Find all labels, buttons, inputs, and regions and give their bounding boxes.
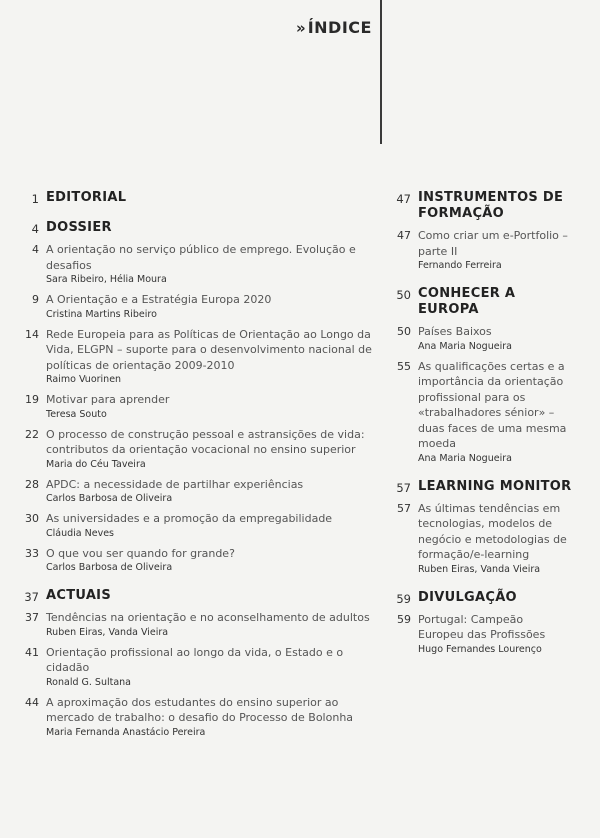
article-author: Carlos Barbosa de Oliveira: [46, 493, 173, 504]
entry-body: [46, 477, 303, 506]
toc-section-dossier[interactable]: [22, 220, 382, 236]
page-number: 59: [396, 591, 411, 606]
page-number: 9: [32, 293, 39, 306]
article-author: Ruben Eiras, Vanda Vieira: [418, 563, 541, 575]
article-title: As qualificações certas e a importância da orientação profissional para os «trabalhadores sénior» – duas faces de uma mesma moeda: [418, 359, 567, 450]
toc-entry[interactable]: [22, 242, 382, 286]
toc-section-learning-monitor[interactable]: [394, 479, 572, 495]
toc-entry[interactable]: [22, 327, 382, 387]
article-author: Maria Fernanda Anastácio Pereira: [46, 726, 206, 738]
article-title: Motivar para aprender: [46, 393, 170, 406]
article-author: Teresa Souto: [46, 408, 107, 420]
page-number: 37: [25, 611, 39, 624]
page-number: 14: [25, 327, 39, 341]
article-author: Cristina Martins Ribeiro: [46, 308, 157, 320]
toc-left-column: [22, 182, 382, 739]
section-title: DIVULGAÇÃO: [418, 589, 517, 605]
toc-entry[interactable]: [394, 612, 572, 656]
article-title: Países Baixos: [418, 325, 492, 338]
page-number: 44: [25, 695, 39, 709]
article-title: As últimas tendências em tecnologias, modelos de negócio e metodologias de formação/e-learning: [418, 501, 567, 561]
article-title: O processo de construção pessoal e astransições de vida: contributos da orientação vocacional no ensino superior: [46, 427, 365, 456]
article-title: As universidades e a promoção da empregabilidade: [46, 512, 333, 525]
toc-entry[interactable]: [22, 292, 382, 321]
toc-entry[interactable]: [394, 359, 572, 465]
article-author: Sara Ribeiro, Hélia Moura: [46, 274, 167, 285]
article-author: Maria do Céu Taveira: [46, 458, 146, 470]
index-header: [296, 18, 372, 37]
column-divider: [380, 0, 382, 144]
page-number: 33: [25, 546, 39, 560]
entry-body: [46, 546, 235, 575]
page-number: 47: [396, 192, 411, 206]
page-number: 30: [25, 512, 39, 525]
article-author: Fernando Ferreira: [418, 260, 502, 271]
entry-body: [46, 242, 382, 286]
article-author: Ruben Eiras, Vanda Vieira: [46, 626, 169, 638]
page-number: 19: [25, 393, 39, 406]
article-title: A Orientação e a Estratégia Europa 2020: [46, 293, 272, 306]
entry-body: [46, 392, 169, 421]
toc-entry[interactable]: [22, 546, 382, 575]
section-title: LEARNING MONITOR: [418, 478, 572, 494]
page-number: 50: [397, 325, 411, 338]
article-title: Portugal: Campeão Europeu das Profissões: [418, 612, 546, 641]
article-title: Tendências na orientação e no aconselhamento de adultos: [46, 611, 370, 624]
toc-section-divulgacao[interactable]: [394, 590, 572, 606]
page-number: 37: [24, 590, 39, 604]
toc-right-column: [394, 182, 572, 656]
toc-entry[interactable]: [394, 228, 572, 272]
article-author: Carlos Barbosa de Oliveira: [46, 562, 173, 573]
entry-body: [46, 645, 382, 689]
toc-section-editorial[interactable]: [22, 190, 382, 206]
page-title: ÍNDICE: [307, 18, 372, 37]
article-author: Cláudia Neves: [46, 527, 114, 539]
section-title: CONHECER A EUROPA: [418, 286, 516, 317]
section-title: DOSSIER: [46, 220, 112, 235]
toc-entry[interactable]: [22, 392, 382, 421]
toc-entry[interactable]: [22, 645, 382, 689]
toc-entry[interactable]: [394, 501, 572, 576]
entry-body: [46, 427, 382, 471]
entry-body: [418, 612, 572, 656]
entry-body: [46, 327, 382, 387]
page-number: 4: [32, 243, 39, 256]
article-author: Raimo Vuorinen: [46, 374, 122, 385]
section-title: INSTRUMENTOS DE FORMAÇÃO: [418, 190, 564, 221]
page-number: 47: [397, 229, 411, 242]
toc-section-actuais[interactable]: [22, 588, 382, 604]
section-title: ACTUAIS: [46, 588, 111, 603]
page-number: 59: [397, 612, 411, 626]
entry-body: [418, 228, 572, 272]
toc-entry[interactable]: [22, 695, 382, 739]
page-number: 1: [31, 192, 39, 206]
article-title: A aproximação dos estudantes do ensino superior ao mercado de trabalho: o desafio do Processo de Bolonha: [46, 695, 354, 724]
toc-entry[interactable]: [394, 324, 572, 353]
page-number: 50: [396, 288, 411, 302]
page-number: 28: [25, 477, 39, 491]
page-number: 4: [31, 222, 39, 236]
article-title: Orientação profissional ao longo da vida, o Estado e o cidadão: [46, 645, 344, 674]
article-title: A orientação no serviço público de emprego. Evolução e desafios: [46, 243, 356, 272]
entry-body: [46, 610, 370, 639]
page-number: 22: [25, 427, 39, 441]
article-author: Ana Maria Nogueira: [418, 452, 512, 464]
article-author: Ana Maria Nogueira: [418, 340, 512, 352]
toc-section-conhecer-a-europa[interactable]: [394, 286, 572, 318]
entry-body: [46, 292, 271, 321]
article-author: Hugo Fernandes Lourenço: [418, 643, 542, 655]
article-title: Como criar um e-Portfolio – parte II: [418, 229, 568, 258]
toc-entry[interactable]: [22, 511, 382, 540]
toc-section-instrumentos-de-formacao[interactable]: [394, 190, 572, 222]
entry-body: [418, 501, 572, 576]
article-title: O que vou ser quando for grande?: [46, 546, 235, 560]
article-author: Ronald G. Sultana: [46, 676, 131, 688]
article-title: APDC: a necessidade de partilhar experiências: [46, 477, 304, 491]
page-number: 41: [25, 645, 39, 659]
page-number: 57: [397, 501, 411, 515]
entry-body: [418, 359, 572, 465]
page-number: 57: [396, 480, 411, 495]
double-chevron-icon: »: [296, 18, 303, 37]
toc-entry[interactable]: [22, 477, 382, 506]
article-title: Rede Europeia para as Políticas de Orientação ao Longo da Vida, ELGPN – suporte para o desenvolvimento nacional de políticas de orientação 2009-2010: [46, 327, 372, 372]
toc-entry[interactable]: [22, 427, 382, 471]
toc-entry[interactable]: [22, 610, 382, 639]
entry-body: [46, 511, 332, 540]
entry-body: [46, 695, 382, 739]
entry-body: [418, 324, 512, 353]
page-number: 55: [397, 359, 411, 373]
section-title: EDITORIAL: [46, 190, 127, 205]
